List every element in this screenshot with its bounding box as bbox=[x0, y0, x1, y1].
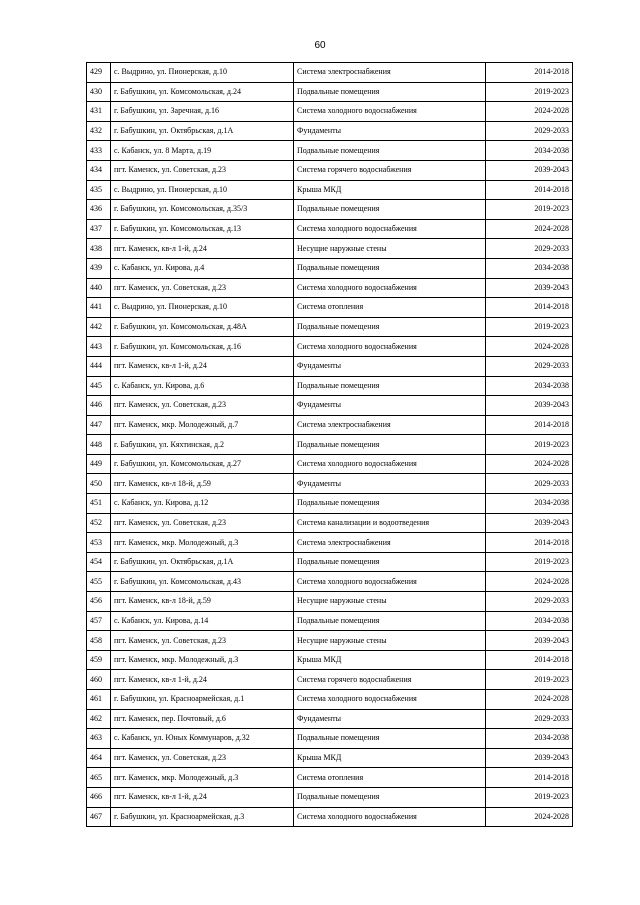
table-row bbox=[87, 258, 573, 278]
period-cell: 2034-2038 bbox=[486, 611, 573, 631]
address-cell: г. Бабушкин, ул. Комсомольская, д.16 bbox=[111, 337, 294, 357]
address-cell: пгт. Каменск, кв-л 1-й, д.24 bbox=[111, 670, 294, 690]
row-number-cell: 460 bbox=[87, 670, 111, 690]
address-cell: с. Кабанск, ул. Юных Коммунаров, д.32 bbox=[111, 729, 294, 749]
period-cell: 2024-2028 bbox=[486, 337, 573, 357]
table-row bbox=[87, 631, 573, 651]
period-cell: 2014-2018 bbox=[486, 415, 573, 435]
row-number-cell: 437 bbox=[87, 219, 111, 239]
system-cell: Система холодного водоснабжения bbox=[294, 690, 486, 710]
address-cell: с. Кабанск, ул. Кирова, д.6 bbox=[111, 376, 294, 396]
period-cell: 2024-2028 bbox=[486, 102, 573, 122]
address-cell: пгт. Каменск, кв-л 1-й, д.24 bbox=[111, 787, 294, 807]
address-cell: с. Выдрино, ул. Пионерская, д.10 bbox=[111, 180, 294, 200]
row-number-cell: 429 bbox=[87, 63, 111, 83]
period-cell: 2039-2043 bbox=[486, 278, 573, 298]
system-cell: Фундаменты bbox=[294, 356, 486, 376]
row-number-cell: 439 bbox=[87, 258, 111, 278]
address-cell: г. Бабушкин, ул. Комсомольская, д.35/3 bbox=[111, 200, 294, 220]
system-cell: Несущие наружные стены bbox=[294, 592, 486, 612]
address-cell: г. Бабушкин, ул. Красноармейская, д.3 bbox=[111, 807, 294, 827]
address-cell: пгт. Каменск, пер. Почтовый, д.6 bbox=[111, 709, 294, 729]
row-number-cell: 454 bbox=[87, 552, 111, 572]
address-cell: г. Бабушкин, ул. Красноармейская, д.1 bbox=[111, 690, 294, 710]
address-cell: г. Бабушкин, ул. Комсомольская, д.27 bbox=[111, 454, 294, 474]
table-row bbox=[87, 160, 573, 180]
row-number-cell: 443 bbox=[87, 337, 111, 357]
period-cell: 2029-2033 bbox=[486, 239, 573, 259]
system-cell: Несущие наружные стены bbox=[294, 239, 486, 259]
table-row bbox=[87, 709, 573, 729]
address-cell: с. Кабанск, ул. 8 Марта, д.19 bbox=[111, 141, 294, 161]
table-row bbox=[87, 729, 573, 749]
table-row bbox=[87, 454, 573, 474]
system-cell: Подвальные помещения bbox=[294, 611, 486, 631]
row-number-cell: 463 bbox=[87, 729, 111, 749]
period-cell: 2039-2043 bbox=[486, 396, 573, 416]
address-cell: пгт. Каменск, кв-л 18-й, д.59 bbox=[111, 474, 294, 494]
system-cell: Система холодного водоснабжения bbox=[294, 219, 486, 239]
period-cell: 2034-2038 bbox=[486, 258, 573, 278]
table-row bbox=[87, 748, 573, 768]
system-cell: Фундаменты bbox=[294, 396, 486, 416]
address-cell: с. Выдрино, ул. Пионерская, д.10 bbox=[111, 63, 294, 83]
system-cell: Система холодного водоснабжения bbox=[294, 102, 486, 122]
period-cell: 2019-2023 bbox=[486, 200, 573, 220]
table-row bbox=[87, 356, 573, 376]
address-cell: г. Бабушкин, ул. Комсомольская, д.48А bbox=[111, 317, 294, 337]
row-number-cell: 447 bbox=[87, 415, 111, 435]
row-number-cell: 433 bbox=[87, 141, 111, 161]
table-row bbox=[87, 592, 573, 612]
row-number-cell: 450 bbox=[87, 474, 111, 494]
period-cell: 2024-2028 bbox=[486, 219, 573, 239]
row-number-cell: 436 bbox=[87, 200, 111, 220]
address-cell: пгт. Каменск, мкр. Молодежный, д.7 bbox=[111, 415, 294, 435]
address-cell: пгт. Каменск, ул. Советская, д.23 bbox=[111, 631, 294, 651]
period-cell: 2024-2028 bbox=[486, 690, 573, 710]
table-row bbox=[87, 376, 573, 396]
system-cell: Фундаменты bbox=[294, 709, 486, 729]
period-cell: 2039-2043 bbox=[486, 748, 573, 768]
period-cell: 2034-2038 bbox=[486, 729, 573, 749]
address-cell: пгт. Каменск, мкр. Молодежный, д.3 bbox=[111, 650, 294, 670]
row-number-cell: 465 bbox=[87, 768, 111, 788]
row-number-cell: 448 bbox=[87, 435, 111, 455]
row-number-cell: 435 bbox=[87, 180, 111, 200]
table-row bbox=[87, 533, 573, 553]
table-row bbox=[87, 807, 573, 827]
row-number-cell: 434 bbox=[87, 160, 111, 180]
address-cell: пгт. Каменск, ул. Советская, д.23 bbox=[111, 748, 294, 768]
row-number-cell: 445 bbox=[87, 376, 111, 396]
system-cell: Система холодного водоснабжения bbox=[294, 572, 486, 592]
period-cell: 2029-2033 bbox=[486, 709, 573, 729]
address-cell: г. Бабушкин, ул. Комсомольская, д.43 bbox=[111, 572, 294, 592]
row-number-cell: 458 bbox=[87, 631, 111, 651]
period-cell: 2014-2018 bbox=[486, 63, 573, 83]
row-number-cell: 453 bbox=[87, 533, 111, 553]
address-cell: пгт. Каменск, ул. Советская, д.23 bbox=[111, 160, 294, 180]
period-cell: 2014-2018 bbox=[486, 180, 573, 200]
period-cell: 2024-2028 bbox=[486, 807, 573, 827]
row-number-cell: 467 bbox=[87, 807, 111, 827]
repair-schedule-table bbox=[86, 62, 573, 827]
row-number-cell: 446 bbox=[87, 396, 111, 416]
address-cell: г. Бабушкин, ул. Заречная, д.16 bbox=[111, 102, 294, 122]
period-cell: 2024-2028 bbox=[486, 454, 573, 474]
address-cell: г. Бабушкин, ул. Комсомольская, д.13 bbox=[111, 219, 294, 239]
address-cell: пгт. Каменск, мкр. Молодежный, д.3 bbox=[111, 533, 294, 553]
table-row bbox=[87, 337, 573, 357]
address-cell: г. Бабушкин, ул. Комсомольская, д.24 bbox=[111, 82, 294, 102]
system-cell: Подвальные помещения bbox=[294, 200, 486, 220]
table-row bbox=[87, 396, 573, 416]
table-row bbox=[87, 239, 573, 259]
address-cell: с. Кабанск, ул. Кирова, д.14 bbox=[111, 611, 294, 631]
system-cell: Система холодного водоснабжения bbox=[294, 278, 486, 298]
system-cell: Подвальные помещения bbox=[294, 729, 486, 749]
row-number-cell: 452 bbox=[87, 513, 111, 533]
system-cell: Система холодного водоснабжения bbox=[294, 454, 486, 474]
address-cell: с. Выдрино, ул. Пионерская, д.10 bbox=[111, 298, 294, 318]
address-cell: пгт. Каменск, кв-л 1-й, д.24 bbox=[111, 356, 294, 376]
system-cell: Подвальные помещения bbox=[294, 494, 486, 514]
system-cell: Подвальные помещения bbox=[294, 435, 486, 455]
address-cell: пгт. Каменск, мкр. Молодежный, д.3 bbox=[111, 768, 294, 788]
table-row bbox=[87, 317, 573, 337]
row-number-cell: 438 bbox=[87, 239, 111, 259]
period-cell: 2014-2018 bbox=[486, 298, 573, 318]
period-cell: 2019-2023 bbox=[486, 82, 573, 102]
row-number-cell: 451 bbox=[87, 494, 111, 514]
system-cell: Крыша МКД bbox=[294, 748, 486, 768]
address-cell: г. Бабушкин, ул. Октябрьская, д.1А bbox=[111, 552, 294, 572]
system-cell: Крыша МКД bbox=[294, 180, 486, 200]
address-cell: г. Бабушкин, ул. Октябрьская, д.1А bbox=[111, 121, 294, 141]
page-number: 60 bbox=[314, 40, 326, 51]
address-cell: пгт. Каменск, ул. Советская, д.23 bbox=[111, 278, 294, 298]
system-cell: Система электроснабжения bbox=[294, 533, 486, 553]
period-cell: 2019-2023 bbox=[486, 317, 573, 337]
row-number-cell: 432 bbox=[87, 121, 111, 141]
address-cell: пгт. Каменск, кв-л 18-й, д.59 bbox=[111, 592, 294, 612]
system-cell: Подвальные помещения bbox=[294, 376, 486, 396]
system-cell: Система отопления bbox=[294, 298, 486, 318]
system-cell: Подвальные помещения bbox=[294, 787, 486, 807]
row-number-cell: 449 bbox=[87, 454, 111, 474]
system-cell: Система отопления bbox=[294, 768, 486, 788]
period-cell: 2029-2033 bbox=[486, 592, 573, 612]
table-row bbox=[87, 611, 573, 631]
system-cell: Фундаменты bbox=[294, 121, 486, 141]
row-number-cell: 440 bbox=[87, 278, 111, 298]
system-cell: Система горячего водоснабжения bbox=[294, 160, 486, 180]
period-cell: 2029-2033 bbox=[486, 356, 573, 376]
system-cell: Несущие наружные стены bbox=[294, 631, 486, 651]
row-number-cell: 466 bbox=[87, 787, 111, 807]
table-row bbox=[87, 474, 573, 494]
period-cell: 2019-2023 bbox=[486, 552, 573, 572]
row-number-cell: 461 bbox=[87, 690, 111, 710]
row-number-cell: 462 bbox=[87, 709, 111, 729]
row-number-cell: 456 bbox=[87, 592, 111, 612]
table-row bbox=[87, 141, 573, 161]
system-cell: Подвальные помещения bbox=[294, 317, 486, 337]
period-cell: 2014-2018 bbox=[486, 768, 573, 788]
table-row bbox=[87, 415, 573, 435]
system-cell: Подвальные помещения bbox=[294, 552, 486, 572]
address-cell: г. Бабушкин, ул. Кяхтинская, д.2 bbox=[111, 435, 294, 455]
period-cell: 2034-2038 bbox=[486, 141, 573, 161]
table-row bbox=[87, 435, 573, 455]
system-cell: Система горячего водоснабжения bbox=[294, 670, 486, 690]
table-row bbox=[87, 572, 573, 592]
table-row bbox=[87, 82, 573, 102]
table-row bbox=[87, 102, 573, 122]
system-cell: Система канализации и водоотведения bbox=[294, 513, 486, 533]
period-cell: 2029-2033 bbox=[486, 121, 573, 141]
address-cell: пгт. Каменск, ул. Советская, д.23 bbox=[111, 513, 294, 533]
system-cell: Система холодного водоснабжения bbox=[294, 337, 486, 357]
row-number-cell: 459 bbox=[87, 650, 111, 670]
row-number-cell: 444 bbox=[87, 356, 111, 376]
system-cell: Система холодного водоснабжения bbox=[294, 807, 486, 827]
address-cell: с. Кабанск, ул. Кирова, д.4 bbox=[111, 258, 294, 278]
row-number-cell: 430 bbox=[87, 82, 111, 102]
row-number-cell: 441 bbox=[87, 298, 111, 318]
table-row bbox=[87, 63, 573, 83]
address-cell: с. Кабанск, ул. Кирова, д.12 bbox=[111, 494, 294, 514]
table-row bbox=[87, 513, 573, 533]
table-row bbox=[87, 787, 573, 807]
table-row bbox=[87, 278, 573, 298]
system-cell: Подвальные помещения bbox=[294, 82, 486, 102]
table-body bbox=[87, 63, 573, 827]
table-row bbox=[87, 121, 573, 141]
table-row bbox=[87, 200, 573, 220]
period-cell: 2014-2018 bbox=[486, 650, 573, 670]
period-cell: 2019-2023 bbox=[486, 670, 573, 690]
address-cell: пгт. Каменск, ул. Советская, д.23 bbox=[111, 396, 294, 416]
table-row bbox=[87, 180, 573, 200]
row-number-cell: 455 bbox=[87, 572, 111, 592]
period-cell: 2024-2028 bbox=[486, 572, 573, 592]
table-row bbox=[87, 494, 573, 514]
row-number-cell: 442 bbox=[87, 317, 111, 337]
period-cell: 2039-2043 bbox=[486, 513, 573, 533]
period-cell: 2019-2023 bbox=[486, 435, 573, 455]
address-cell: пгт. Каменск, кв-л 1-й, д.24 bbox=[111, 239, 294, 259]
table-row bbox=[87, 298, 573, 318]
system-cell: Система электроснабжения bbox=[294, 415, 486, 435]
row-number-cell: 431 bbox=[87, 102, 111, 122]
system-cell: Система электроснабжения bbox=[294, 63, 486, 83]
table-row bbox=[87, 768, 573, 788]
table-row bbox=[87, 552, 573, 572]
period-cell: 2039-2043 bbox=[486, 160, 573, 180]
period-cell: 2019-2023 bbox=[486, 787, 573, 807]
system-cell: Крыша МКД bbox=[294, 650, 486, 670]
table-row bbox=[87, 650, 573, 670]
period-cell: 2014-2018 bbox=[486, 533, 573, 553]
table-row bbox=[87, 219, 573, 239]
table-row bbox=[87, 670, 573, 690]
row-number-cell: 464 bbox=[87, 748, 111, 768]
period-cell: 2029-2033 bbox=[486, 474, 573, 494]
system-cell: Подвальные помещения bbox=[294, 258, 486, 278]
period-cell: 2039-2043 bbox=[486, 631, 573, 651]
table-row bbox=[87, 690, 573, 710]
system-cell: Подвальные помещения bbox=[294, 141, 486, 161]
period-cell: 2034-2038 bbox=[486, 376, 573, 396]
row-number-cell: 457 bbox=[87, 611, 111, 631]
system-cell: Фундаменты bbox=[294, 474, 486, 494]
period-cell: 2034-2038 bbox=[486, 494, 573, 514]
